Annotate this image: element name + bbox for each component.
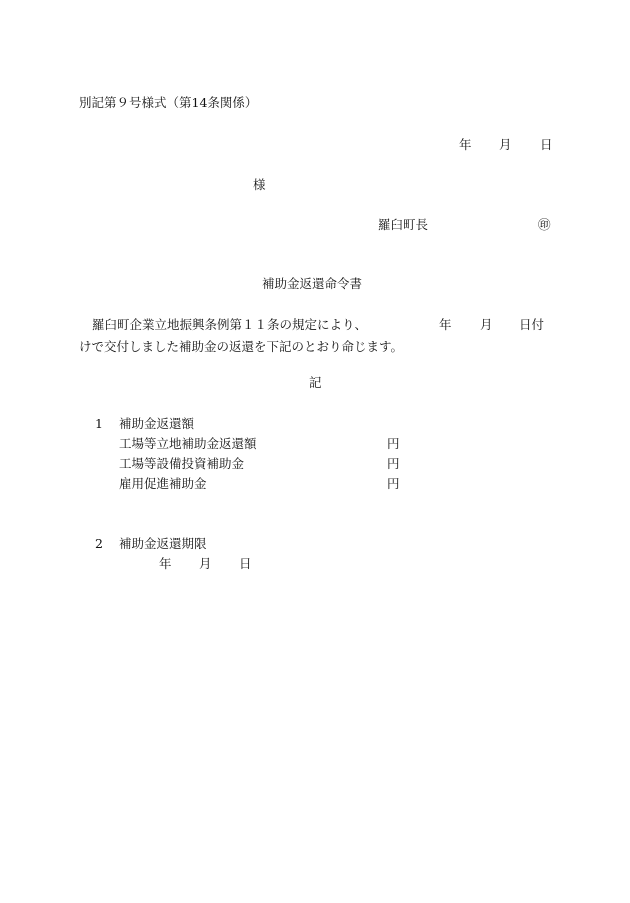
- refund-row-unit: 円: [387, 456, 400, 471]
- date-day-label: 日: [540, 137, 553, 152]
- refund-row-label: 雇用促進補助金: [119, 476, 207, 491]
- refund-row-unit: 円: [387, 476, 400, 491]
- item-2-number: 2: [95, 536, 103, 551]
- refund-row-label: 工場等設備投資補助金: [119, 456, 245, 471]
- issuer-title: 羅臼町長: [378, 217, 429, 232]
- item-2-label: 補助金返還期限: [119, 536, 207, 551]
- item-1-number: 1: [95, 416, 103, 431]
- body-text-line-2: けで交付しました補助金の返還を下記のとおり命じます。: [79, 339, 404, 354]
- body-year-label: 年: [439, 317, 452, 332]
- deadline-month-label: 月: [199, 556, 212, 571]
- body-text-line-1: 羅臼町企業立地振興条例第１１条の規定により、: [92, 317, 368, 332]
- ki-heading: 記: [309, 375, 322, 390]
- document-title: 補助金返還命令書: [262, 276, 363, 291]
- addressee-honorific: 様: [253, 177, 266, 192]
- body-day-label: 日付: [519, 317, 545, 332]
- item-1-label: 補助金返還額: [119, 416, 195, 431]
- date-month-label: 月: [499, 137, 512, 152]
- refund-row-label: 工場等立地補助金返還額: [119, 436, 257, 451]
- form-number-label: 別記第９号様式（第14条関係）: [79, 95, 258, 110]
- deadline-day-label: 日: [239, 556, 252, 571]
- body-month-label: 月: [480, 317, 493, 332]
- deadline-year-label: 年: [159, 556, 172, 571]
- seal-icon: ㊞: [538, 217, 551, 232]
- date-year-label: 年: [459, 137, 472, 152]
- refund-row-unit: 円: [387, 436, 400, 451]
